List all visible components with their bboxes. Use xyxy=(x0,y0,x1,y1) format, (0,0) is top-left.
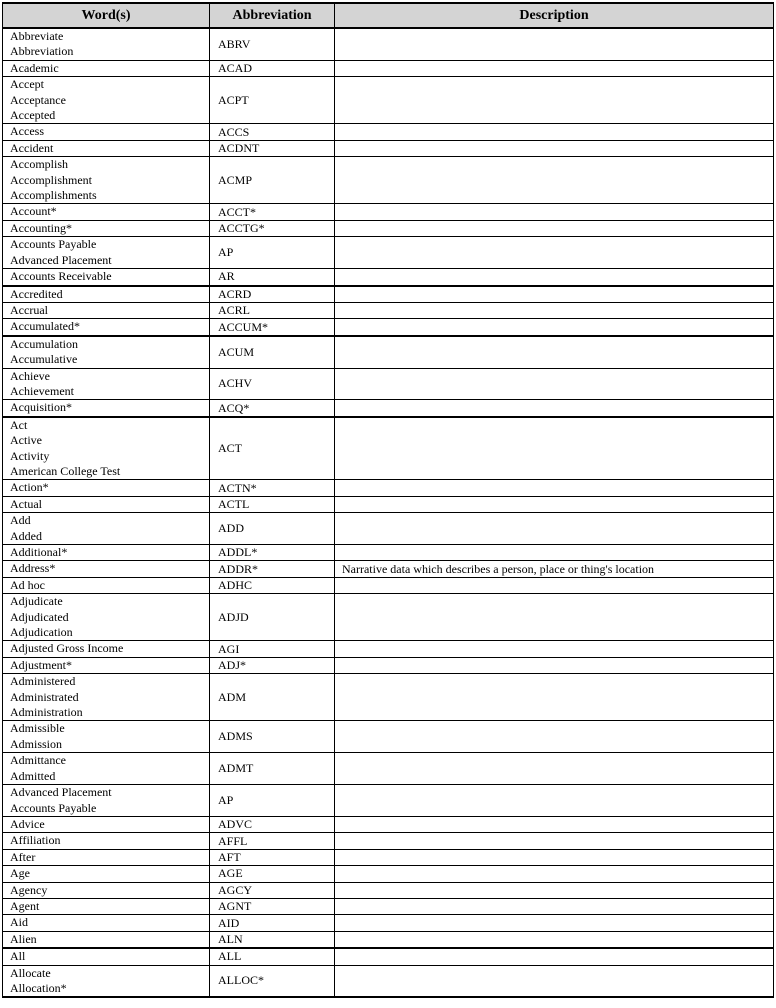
words-cell xyxy=(3,561,210,577)
table-row xyxy=(3,721,774,753)
table-row xyxy=(3,785,774,817)
table-row xyxy=(3,496,774,512)
words-cell xyxy=(3,931,210,948)
word-text: Accounts Receivable xyxy=(10,269,112,284)
words-cell xyxy=(3,898,210,914)
description-cell xyxy=(335,915,774,931)
word-text: Act xyxy=(10,417,28,432)
word-text: Accrual xyxy=(10,302,48,317)
table-row xyxy=(3,816,774,832)
words-cell xyxy=(3,674,210,721)
description-cell xyxy=(335,577,774,593)
words-cell xyxy=(3,480,210,496)
description-cell xyxy=(335,898,774,914)
words-cell xyxy=(3,721,210,753)
abbreviation-cell: AGI xyxy=(210,641,335,657)
abbreviation-cell: ADHC xyxy=(210,577,335,593)
words-cell xyxy=(3,496,210,512)
abbreviation-cell: ADM xyxy=(210,674,335,721)
word-text: Active xyxy=(10,433,42,448)
words-cell xyxy=(3,545,210,561)
abbreviation-table xyxy=(2,2,774,998)
words-cell xyxy=(3,753,210,785)
word-text: Additional* xyxy=(10,545,68,559)
word-text: Accomplish xyxy=(10,157,68,172)
description-cell xyxy=(335,833,774,849)
abbreviation-cell: ACCTG* xyxy=(210,220,335,236)
words-cell xyxy=(3,400,210,417)
word-text: Accepted xyxy=(10,108,56,123)
description-cell xyxy=(335,319,774,336)
table-row xyxy=(3,931,774,948)
word-text: Allocation* xyxy=(10,980,67,995)
description-cell xyxy=(335,124,774,140)
abbreviation-cell: ALL xyxy=(210,948,335,965)
description-cell xyxy=(335,480,774,496)
description-cell xyxy=(335,513,774,545)
header-words: Word(s) xyxy=(3,3,210,28)
table-row xyxy=(3,269,774,286)
abbreviation-cell: ACRD xyxy=(210,286,335,303)
words-cell xyxy=(3,157,210,204)
word-text: Acquisition* xyxy=(10,400,72,415)
table-header xyxy=(3,3,774,28)
abbreviation-cell: AR xyxy=(210,269,335,286)
header-row xyxy=(3,3,774,28)
abbreviation-cell: ACT xyxy=(210,417,335,480)
words-cell xyxy=(3,866,210,882)
word-text: Adjudicated xyxy=(10,609,69,624)
abbreviation-cell: AFFL xyxy=(210,833,335,849)
words-cell xyxy=(3,124,210,140)
word-text: Account* xyxy=(10,204,57,219)
table-row xyxy=(3,237,774,269)
word-text: American College Test xyxy=(10,463,121,478)
word-text: Actual xyxy=(10,496,42,511)
description-cell xyxy=(335,674,774,721)
words-cell xyxy=(3,368,210,400)
words-cell xyxy=(3,237,210,269)
table-row xyxy=(3,77,774,124)
word-text: Achieve xyxy=(10,368,50,383)
table-row xyxy=(3,368,774,400)
abbreviation-cell: ALLOC* xyxy=(210,965,335,997)
table-row xyxy=(3,140,774,156)
table-row xyxy=(3,513,774,545)
words-cell xyxy=(3,785,210,817)
word-text: Accomplishments xyxy=(10,188,97,203)
words-cell xyxy=(3,60,210,76)
word-text: Affiliation xyxy=(10,833,61,848)
words-cell xyxy=(3,302,210,318)
abbreviation-cell: AGCY xyxy=(210,882,335,898)
word-text: Accounts Payable xyxy=(10,237,97,252)
abbreviation-cell: AP xyxy=(210,785,335,817)
word-text: Abbreviation xyxy=(10,44,74,59)
description-cell xyxy=(335,594,774,641)
table-row xyxy=(3,286,774,303)
word-text: Adjusted Gross Income xyxy=(10,641,124,656)
table-row xyxy=(3,833,774,849)
abbreviation-cell: ACAD xyxy=(210,60,335,76)
table-body xyxy=(3,28,774,997)
table-row xyxy=(3,657,774,673)
abbreviation-cell: ACDNT xyxy=(210,140,335,156)
description-cell xyxy=(335,785,774,817)
description-cell: Narrative data which describes a person, place or thing's location xyxy=(335,561,774,577)
word-text: Aid xyxy=(10,915,28,930)
table-row xyxy=(3,204,774,220)
abbreviation-cell: ACTN* xyxy=(210,480,335,496)
word-text: Alien xyxy=(10,931,37,946)
words-cell xyxy=(3,849,210,865)
words-cell xyxy=(3,816,210,832)
words-cell xyxy=(3,657,210,673)
abbreviation-cell: ACCS xyxy=(210,124,335,140)
header-abbreviation: Abbreviation xyxy=(210,3,335,28)
table-row xyxy=(3,157,774,204)
word-text: Age xyxy=(10,866,30,881)
word-text: Achievement xyxy=(10,383,74,398)
word-text: All xyxy=(10,949,26,964)
word-text: Admitted xyxy=(10,768,56,783)
word-text: Academic xyxy=(10,60,59,75)
abbreviation-cell: ALN xyxy=(210,931,335,948)
word-text: Accumulated* xyxy=(10,319,80,334)
words-cell xyxy=(3,417,210,480)
words-cell xyxy=(3,204,210,220)
abbreviation-cell: ADJD xyxy=(210,594,335,641)
word-text: Agent xyxy=(10,898,40,913)
abbreviation-cell: ACPT xyxy=(210,77,335,124)
table-row xyxy=(3,948,774,965)
word-text: Advice xyxy=(10,816,45,831)
word-text: Administrated xyxy=(10,689,79,704)
description-cell xyxy=(335,336,774,368)
abbreviation-cell: AFT xyxy=(210,849,335,865)
description-cell xyxy=(335,882,774,898)
table-row xyxy=(3,849,774,865)
description-cell xyxy=(335,286,774,303)
abbreviation-cell: AID xyxy=(210,915,335,931)
words-cell xyxy=(3,882,210,898)
abbreviation-cell: AP xyxy=(210,237,335,269)
table-row xyxy=(3,28,774,60)
description-cell xyxy=(335,721,774,753)
word-text: Added xyxy=(10,528,42,543)
description-cell xyxy=(335,657,774,673)
abbreviation-cell: AGNT xyxy=(210,898,335,914)
abbreviation-cell: ACTL xyxy=(210,496,335,512)
description-cell xyxy=(335,545,774,561)
word-text: Accounting* xyxy=(10,220,72,235)
description-cell xyxy=(335,931,774,948)
description-cell xyxy=(335,60,774,76)
words-cell xyxy=(3,948,210,965)
word-text: Accept xyxy=(10,77,44,92)
abbreviation-cell: ADD xyxy=(210,513,335,545)
abbreviation-cell: AGE xyxy=(210,866,335,882)
description-cell xyxy=(335,866,774,882)
abbreviation-cell: ADMT xyxy=(210,753,335,785)
description-cell xyxy=(335,417,774,480)
table-row xyxy=(3,319,774,336)
header-description: Description xyxy=(335,3,774,28)
table-row xyxy=(3,915,774,931)
word-text: Admittance xyxy=(10,753,66,768)
words-cell xyxy=(3,577,210,593)
abbreviation-cell: ADDL* xyxy=(210,545,335,561)
description-cell xyxy=(335,641,774,657)
description-cell xyxy=(335,204,774,220)
word-text: Adjudication xyxy=(10,625,73,640)
abbreviation-cell: ADJ* xyxy=(210,657,335,673)
abbreviation-cell: ACHV xyxy=(210,368,335,400)
words-cell xyxy=(3,965,210,997)
table-row xyxy=(3,336,774,368)
table-row xyxy=(3,866,774,882)
description-cell xyxy=(335,368,774,400)
word-text: Accumulative xyxy=(10,352,78,367)
word-text: Admissible xyxy=(10,721,65,736)
description-cell xyxy=(335,948,774,965)
description-cell xyxy=(335,77,774,124)
words-cell xyxy=(3,319,210,336)
words-cell xyxy=(3,833,210,849)
word-text: Advanced Placement xyxy=(10,785,112,800)
table-row xyxy=(3,674,774,721)
words-cell xyxy=(3,594,210,641)
description-cell xyxy=(335,816,774,832)
word-text: Allocate xyxy=(10,965,51,980)
table-row xyxy=(3,965,774,997)
abbreviation-cell: ACQ* xyxy=(210,400,335,417)
words-cell xyxy=(3,915,210,931)
abbreviation-cell: ACUM xyxy=(210,336,335,368)
table-row xyxy=(3,594,774,641)
word-text: Adjustment* xyxy=(10,657,72,672)
word-text: Administered xyxy=(10,674,76,689)
words-cell xyxy=(3,641,210,657)
description-cell xyxy=(335,28,774,60)
words-cell xyxy=(3,286,210,303)
abbreviation-cell: ACCT* xyxy=(210,204,335,220)
word-text: Agency xyxy=(10,882,48,897)
word-text: Address* xyxy=(10,561,56,576)
abbreviation-cell: ADDR* xyxy=(210,561,335,577)
word-text: Accounts Payable xyxy=(10,800,97,815)
words-cell xyxy=(3,269,210,286)
table-row xyxy=(3,302,774,318)
word-text: Action* xyxy=(10,480,49,495)
table-row xyxy=(3,417,774,480)
word-text: Accumulation xyxy=(10,336,78,351)
description-cell xyxy=(335,140,774,156)
abbreviation-cell: ACMP xyxy=(210,157,335,204)
table-row xyxy=(3,124,774,140)
description-cell xyxy=(335,965,774,997)
word-text: Acceptance xyxy=(10,92,66,107)
table-row xyxy=(3,561,774,577)
words-cell xyxy=(3,77,210,124)
word-text: Advanced Placement xyxy=(10,252,112,267)
table-row xyxy=(3,641,774,657)
table-row xyxy=(3,753,774,785)
word-text: Abbreviate xyxy=(10,29,64,43)
words-cell xyxy=(3,513,210,545)
abbreviation-cell: ADVC xyxy=(210,816,335,832)
table-row xyxy=(3,480,774,496)
words-cell xyxy=(3,336,210,368)
word-text: Administration xyxy=(10,705,83,720)
description-cell xyxy=(335,496,774,512)
abbreviation-cell: ADMS xyxy=(210,721,335,753)
word-text: Accomplishment xyxy=(10,172,92,187)
word-text: Accredited xyxy=(10,286,63,301)
words-cell xyxy=(3,28,210,60)
table-row xyxy=(3,400,774,417)
word-text: Add xyxy=(10,513,31,528)
description-cell xyxy=(335,849,774,865)
description-cell xyxy=(335,157,774,204)
table-row xyxy=(3,545,774,561)
word-text: After xyxy=(10,849,36,864)
abbreviation-cell: ABRV xyxy=(210,28,335,60)
table-row xyxy=(3,60,774,76)
description-cell xyxy=(335,269,774,286)
table-row xyxy=(3,577,774,593)
table-row xyxy=(3,220,774,236)
description-cell xyxy=(335,237,774,269)
words-cell xyxy=(3,140,210,156)
description-cell xyxy=(335,302,774,318)
words-cell xyxy=(3,220,210,236)
word-text: Admission xyxy=(10,736,63,751)
word-text: Accident xyxy=(10,140,54,155)
word-text: Access xyxy=(10,124,44,139)
abbreviation-cell: ACRL xyxy=(210,302,335,318)
table-row xyxy=(3,882,774,898)
description-cell xyxy=(335,753,774,785)
table-row xyxy=(3,898,774,914)
description-cell xyxy=(335,220,774,236)
word-text: Ad hoc xyxy=(10,577,45,592)
abbreviation-cell: ACCUM* xyxy=(210,319,335,336)
description-cell xyxy=(335,400,774,417)
word-text: Adjudicate xyxy=(10,594,63,609)
word-text: Activity xyxy=(10,448,50,463)
